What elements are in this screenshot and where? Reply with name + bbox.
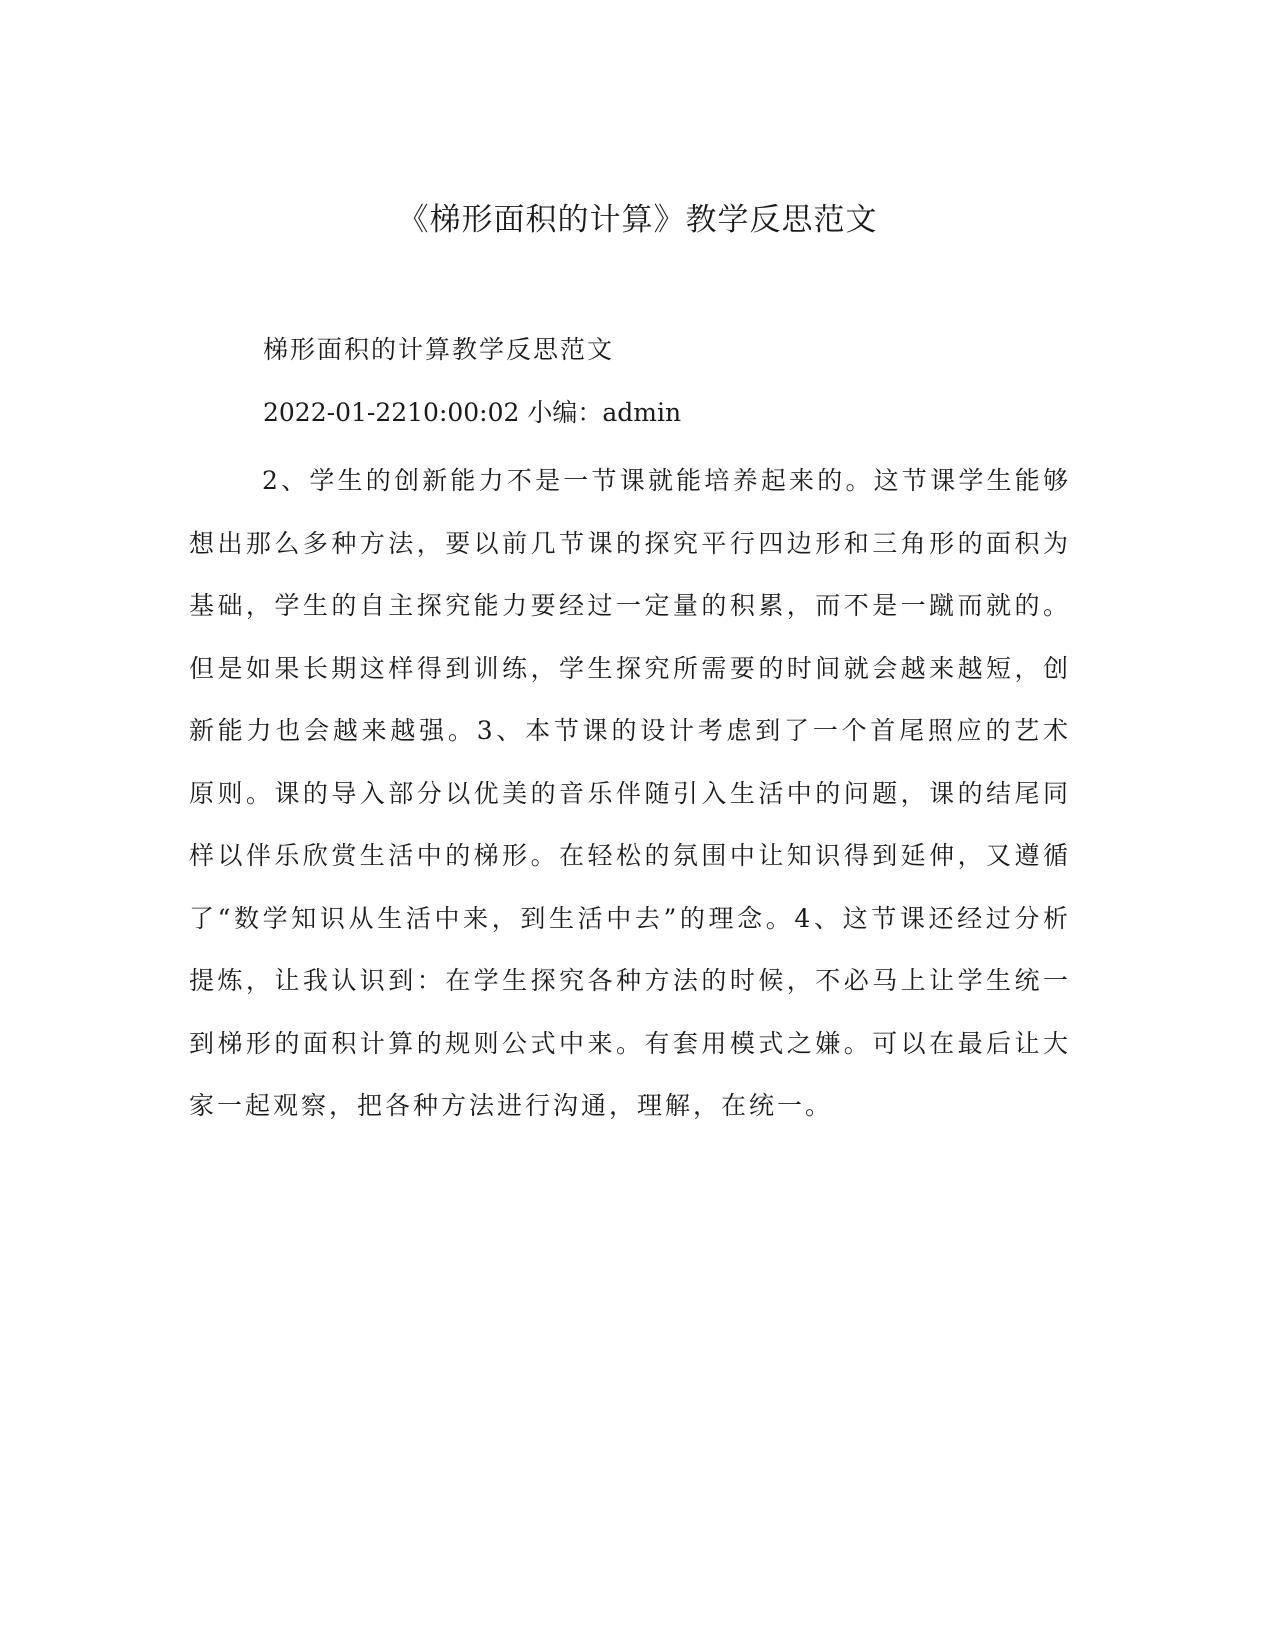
document-subtitle: 梯形面积的计算教学反思范文 [263, 335, 615, 364]
document-title: 《梯形面积的计算》教学反思范文 [397, 202, 878, 238]
body-paragraph: 2、学生的创新能力不是一节课就能培养起来的。这节课学生能够想出那么多种方法，要以前几节课的探究平行四边形和三角形的面积为基础，学生的自主探究能力要经过一定量的积累，而不是一蹴而就的。但是如果长期这样得到训练，学生探究所需要的时间就会越来越短，创新能力也会越来越强。3、本节课的设计考虑到了一个首尾照应的艺术原则。课的导入部分以优美的音乐伴随引入生活中的问题，课的结尾同样以伴乐欣赏生活中的梯形。在轻松的氛围中让知识得到延伸，又遵循了“数学知识从生活中来，到生活中去”的理念。4、这节课还经过分析提炼，让我认识到：在学生探究各种方法的时候，不必马上让学生统一到梯形的面积计算的规则公式中来。有套用模式之嫌。可以在最后让大家一起观察，把各种方法进行沟通，理解，在统一。 [189, 466, 1071, 1120]
publish-meta: 2022-01-2210:00:02 小编：admin [263, 398, 682, 427]
